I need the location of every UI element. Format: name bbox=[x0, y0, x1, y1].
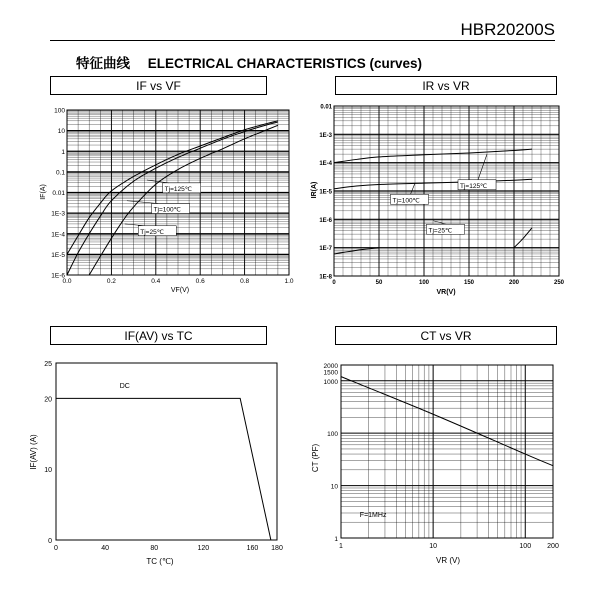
y-tick-label: 1E-3 bbox=[319, 132, 332, 139]
section-title-en: ELECTRICAL CHARACTERISTICS (curves) bbox=[147, 56, 423, 71]
y-tick-label: 100 bbox=[54, 107, 65, 115]
y-tick-label: 0.01 bbox=[52, 190, 65, 197]
y-tick-label: 2000 bbox=[323, 363, 338, 370]
chart-title-ct-vr: CT vs VR bbox=[335, 326, 557, 345]
y-tick-label: 1E-8 bbox=[319, 274, 332, 281]
y-tick-label: 25 bbox=[44, 361, 52, 368]
series-leader bbox=[127, 201, 158, 204]
x-tick-label: 0 bbox=[332, 280, 336, 286]
y-tick-label: 1E-7 bbox=[319, 246, 332, 253]
chart-title-if-vf: IF vs VF bbox=[50, 76, 267, 95]
x-tick-label: 200 bbox=[547, 543, 559, 550]
x-tick-label: 150 bbox=[463, 280, 475, 286]
x-axis-label: VR(V) bbox=[436, 289, 456, 296]
y-tick-label: 0.01 bbox=[320, 104, 332, 111]
y-tick-label: 1E-6 bbox=[319, 217, 332, 224]
annotation-frequency: F=1MHz bbox=[359, 512, 387, 520]
series-label: Tj=100℃ bbox=[392, 197, 420, 205]
x-tick-label: 200 bbox=[508, 280, 520, 286]
y-tick-label: 100 bbox=[327, 431, 338, 439]
series-leader bbox=[125, 224, 145, 226]
y-tick-label: 1E-6 bbox=[51, 272, 65, 280]
x-tick-label: 10 bbox=[429, 543, 438, 550]
y-tick-label: 0 bbox=[48, 538, 52, 545]
x-tick-label: 160 bbox=[246, 545, 259, 552]
x-tick-label: 250 bbox=[553, 280, 565, 286]
y-tick-label: 10 bbox=[57, 128, 65, 136]
x-tick-label: 40 bbox=[101, 545, 110, 552]
x-tick-label: 100 bbox=[418, 280, 430, 286]
y-tick-label: 20 bbox=[44, 396, 52, 404]
x-tick-label: 80 bbox=[150, 545, 159, 552]
y-tick-label: 0.1 bbox=[55, 169, 65, 177]
chart-title-if-tc: IF(AV) vs TC bbox=[50, 326, 267, 345]
y-tick-label: 1E-5 bbox=[51, 251, 65, 259]
x-tick-label: 1 bbox=[339, 543, 343, 550]
series-leader bbox=[411, 183, 416, 194]
x-axis-label: VR (V) bbox=[436, 556, 460, 565]
series-label: Tj=125℃ bbox=[460, 182, 488, 190]
x-tick-label: 0 bbox=[54, 545, 58, 552]
y-axis-label: IF(A) bbox=[40, 184, 47, 200]
y-axis-label: IF(AV) (A) bbox=[29, 434, 38, 470]
series-label: Tj=25℃ bbox=[140, 228, 165, 236]
y-tick-label: 1500 bbox=[323, 369, 338, 377]
x-tick-label: 0.8 bbox=[240, 278, 250, 285]
series-line bbox=[89, 125, 278, 275]
y-tick-label: 1E-4 bbox=[51, 231, 65, 239]
series-label: Tj=125℃ bbox=[164, 185, 193, 193]
y-tick-label: 10 bbox=[44, 467, 52, 475]
x-tick-label: 100 bbox=[519, 543, 532, 550]
series-line bbox=[334, 248, 379, 254]
x-tick-label: 0.4 bbox=[151, 278, 161, 285]
x-tick-label: 0.0 bbox=[62, 278, 72, 285]
x-tick-label: 180 bbox=[271, 545, 283, 552]
y-tick-label: 1E-4 bbox=[319, 161, 332, 168]
series-line bbox=[56, 398, 271, 540]
part-number: HBR20200S bbox=[460, 20, 555, 39]
x-tick-label: 0.6 bbox=[195, 278, 205, 285]
x-tick-label: 0.2 bbox=[106, 278, 116, 285]
series-label: Tj=25℃ bbox=[428, 227, 453, 235]
series-label: DC bbox=[119, 383, 130, 391]
y-tick-label: 1 bbox=[334, 536, 338, 543]
y-tick-label: 1 bbox=[61, 148, 65, 156]
x-axis-label: TC (℃) bbox=[146, 557, 174, 566]
y-tick-label: 10 bbox=[330, 483, 338, 491]
section-title-cn: 特征曲线 bbox=[76, 56, 130, 72]
y-axis-label: IR(A) bbox=[311, 181, 318, 199]
x-tick-label: 50 bbox=[375, 280, 383, 286]
y-tick-label: 1000 bbox=[323, 378, 338, 386]
y-tick-label: 1E-3 bbox=[51, 210, 65, 218]
x-axis-label: VF(V) bbox=[170, 287, 190, 294]
series-label: Tj=100℃ bbox=[153, 206, 181, 214]
plot-frame-if-tc bbox=[56, 363, 277, 540]
y-tick-label: 1E-5 bbox=[319, 189, 332, 196]
x-tick-label: 120 bbox=[197, 545, 210, 552]
x-tick-label: 1.0 bbox=[284, 278, 294, 285]
chart-title-ir-vr: IR vs VR bbox=[335, 76, 557, 95]
y-axis-label: CT (PF) bbox=[311, 443, 320, 473]
